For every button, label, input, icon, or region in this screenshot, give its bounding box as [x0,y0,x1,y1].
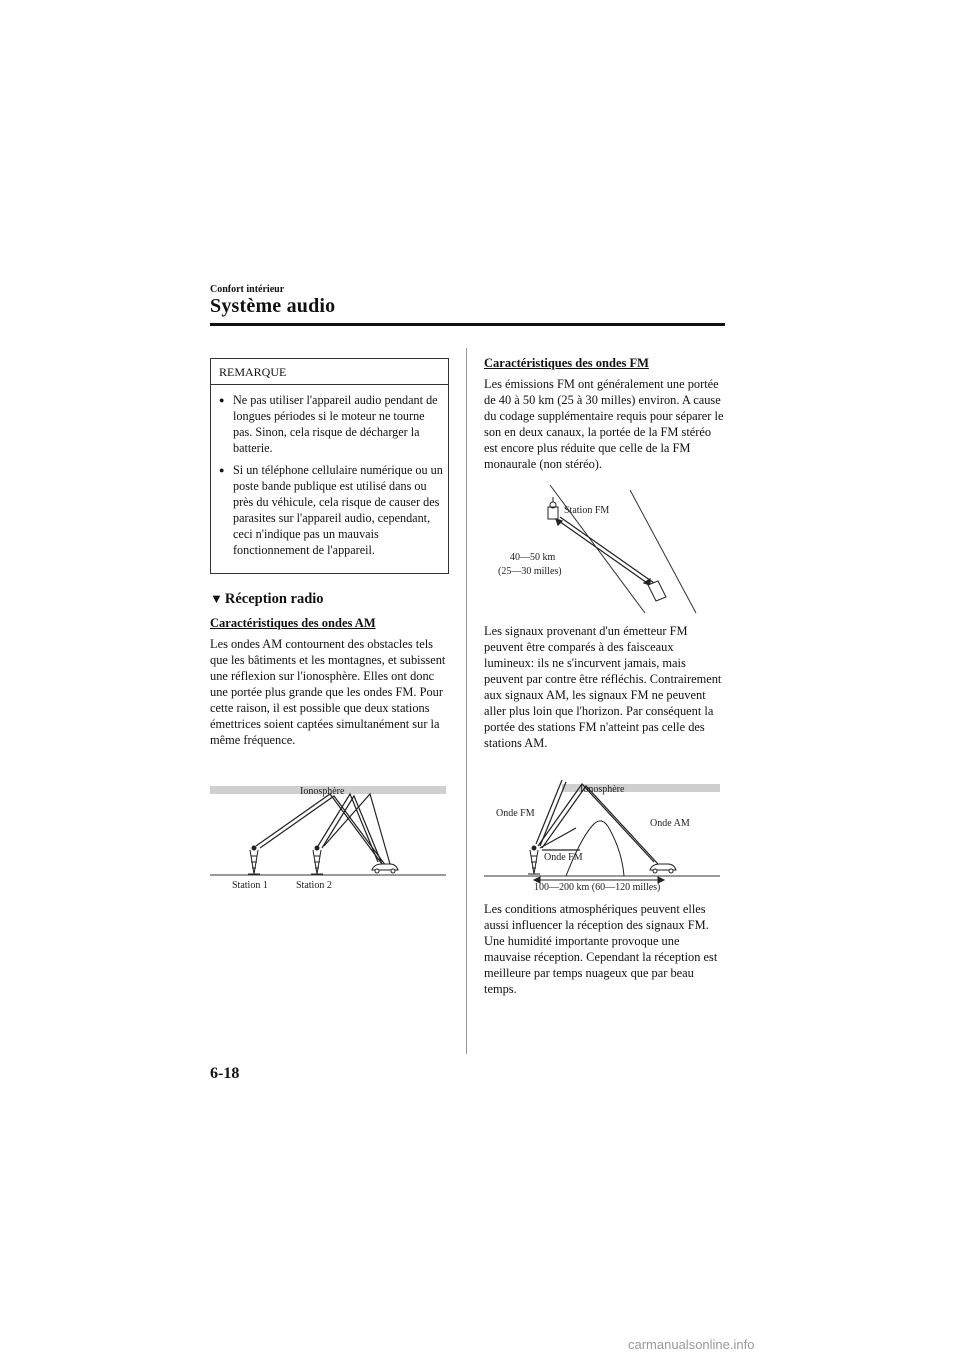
am-paragraph: Les ondes AM contournent des obstacles tels que les bâtiments et les montagnes, et subissent une réflexion sur l'ionosphère. Elles ont donc une portée plus grande que les ondes FM. Pour cette raison, il est possible que deux stations émettrices soient captées simultanément sur la même fréquence. [210,637,446,747]
page-number: 6-18 [210,1065,240,1082]
header-rule [210,323,725,326]
car-icon [650,864,676,873]
fm-station-icon [548,497,558,519]
note-item [219,462,444,558]
column-divider [466,348,467,1054]
car-icon [372,864,398,873]
watermark: carmanualsonline.info [628,1337,755,1352]
distance-label: 100—200 km (60—120 milles) [534,882,661,893]
am-subheading: Caractéristiques des ondes AM [210,616,376,630]
page-title: Système audio [210,295,336,317]
radio-heading-text: Réception radio [224,591,324,607]
station-2-label: Station 2 [296,880,332,891]
fm-am-comparison-diagram [484,780,724,895]
station-1-label: Station 1 [232,880,268,891]
car-icon [648,581,666,601]
note-item [219,392,444,456]
bullet-icon: ● [219,465,225,475]
fm-station-label: Station FM [564,505,610,516]
am-propagation-diagram [210,782,450,892]
note-title: REMARQUE [211,359,448,385]
fm-paragraph-1: Les émissions FM ont généralement une portée de 40 à 50 km (25 à 30 milles) environ. A cause du codage supplémentaire requis pour séparer le son en deux canaux, la portée de la FM stéréo est encore plus réduite que celle de la FM monaurale (non stéréo). [484,377,724,471]
fm-tower-icon [528,846,540,874]
note-item-text: Ne pas utiliser l'appareil audio pendant de longues périodes si le moteur ne tourne pas. Sinon, cela risque de décharger la batterie. [233,393,438,455]
section-label: Confort intérieur [210,284,285,295]
station-1-tower-icon [248,846,260,874]
radio-section-heading [210,591,324,608]
fm-range-km-label: 40—50 km [510,552,556,563]
triangle-down-icon: ▼ [210,591,223,606]
fm-am-ionosphere-label: Ionosphère [580,784,625,795]
fm-wave-lower-label: Onde FM [544,852,583,863]
fm-range-diagram [500,485,710,615]
note-box [210,358,449,574]
am-wave-label: Onde AM [650,818,690,829]
fm-paragraph-2: Les signaux provenant d'un émetteur FM peuvent être comparés à des faisceaux lumineux: ils ne s'incurvent jamais, mais peuvent par contre être réfléchis. Contrairement aux signaux AM, les signaux FM ne peuvent aller plus loin que l'horizon. Par conséquent la portée des stations FM n'atteint pas celle des stations AM. [484,624,722,750]
fm-paragraph-3: Les conditions atmosphériques peuvent elles aussi influencer la réception des signaux FM. Une humidité importante provoque une mauvaise réception. Cependant la réception est meilleure par temps nuageux que par beau temps. [484,902,718,996]
fm-subheading: Caractéristiques des ondes FM [484,356,649,370]
am-ionosphere-label: Ionosphère [300,786,345,797]
note-item-text: Si un téléphone cellulaire numérique ou un poste bande publique est utilisé dans ou près du véhicule, cela risque de causer des parasites sur l'appareil audio, cependant, ceci n'indique pas un mauvais fonctionnement de l'appareil. [233,463,443,557]
fm-wave-upper-label: Onde FM [496,808,535,819]
station-2-tower-icon [311,846,323,874]
fm-range-miles-label: (25—30 milles) [498,566,562,577]
bullet-icon: ● [219,395,225,405]
